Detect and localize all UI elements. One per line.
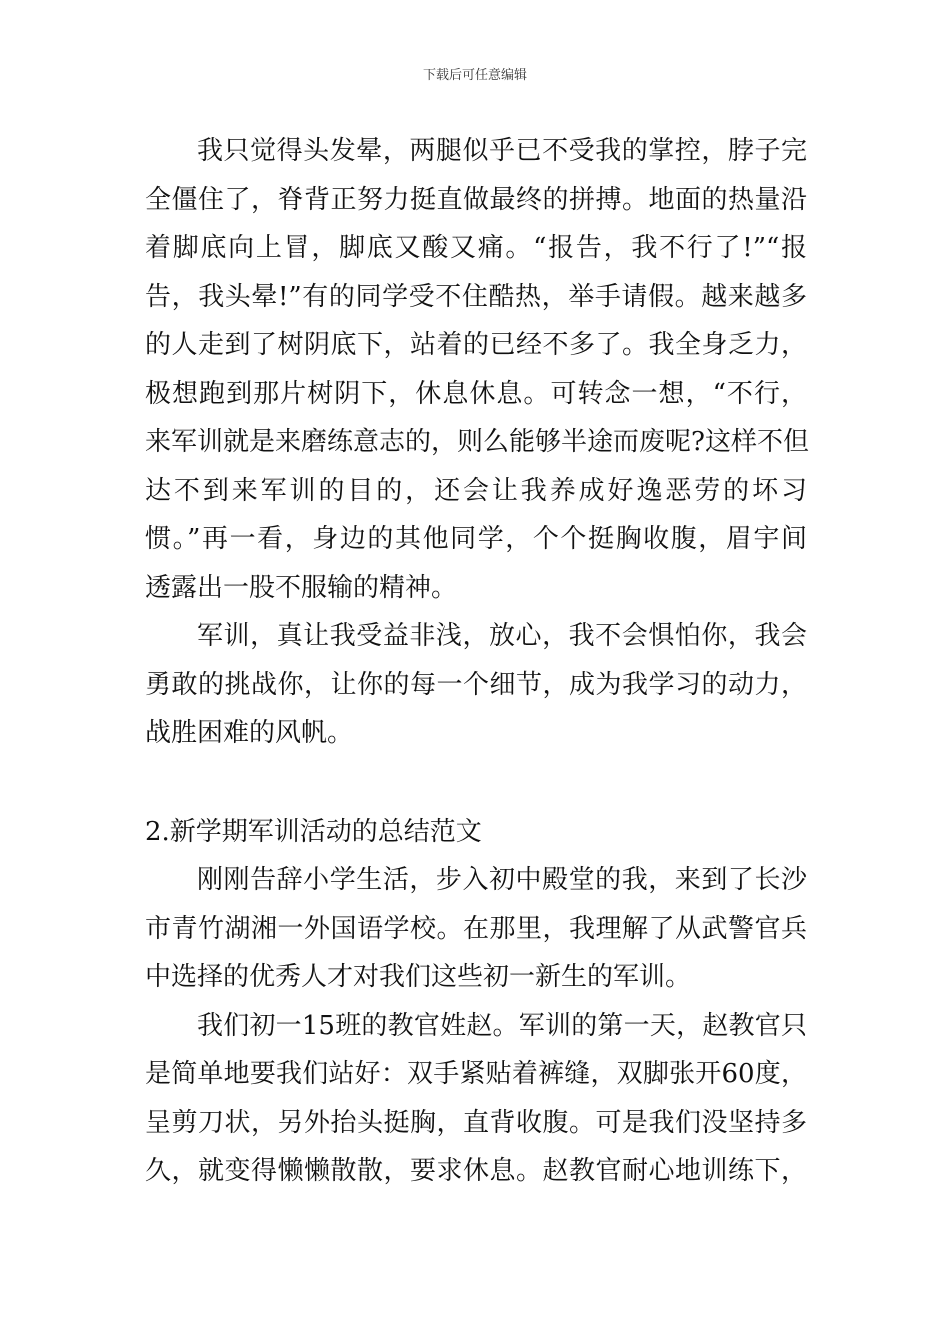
text-line: 全僵住了，脊背正努力挺直做最终的拼搏。地面的热量沿 [145, 184, 807, 215]
text-line: 勇敢的挑战你，让你的每一个细节，成为我学习的动力， [145, 669, 807, 700]
paragraph-3 [145, 856, 807, 1002]
section-gap [145, 758, 807, 808]
text-line: 久，就变得懒懒散散，要求休息。赵教官耐心地训练下， [145, 1156, 807, 1186]
text-line: 我只觉得头发晕，两腿似乎已不受我的掌控，脖子完 [197, 136, 807, 166]
text-line: 来军训就是来磨练意志的，则么能够半途而废呢?这样不但 [145, 427, 809, 457]
text-line: 的人走到了树阴底下，站着的已经不多了。我全身乏力， [145, 330, 807, 360]
page-header: 下载后可任意编辑 [422, 68, 527, 83]
paragraph-4 [145, 1002, 807, 1196]
text-line: 中选择的优秀人才对我们这些初一新生的军训。 [145, 962, 692, 992]
text-line: 极想跑到那片树阴下，休息休息。可转念一想，“不行， [145, 378, 807, 409]
paragraph-1 [145, 127, 807, 612]
text-line: 刚刚告辞小学生活，步入初中殿堂的我，来到了长沙 [197, 865, 807, 895]
text-line: 告，我头晕!”有的同学受不住酷热，举手请假。越来越多 [145, 281, 807, 312]
text-line: 战胜困难的风帆。 [145, 718, 354, 748]
paragraph-2 [145, 612, 807, 758]
text-line: 是简单地要我们站好：双手紧贴着裤缝，双脚张开60度， [145, 1059, 807, 1089]
text-line: 达不到来军训的目的，还会让我养成好逸恶劳的坏习 [145, 475, 807, 506]
text-line: 惯。”再一看，身边的其他同学，个个挺胸收腹，眉宇间 [145, 524, 807, 554]
text-line: 市青竹湖湘一外国语学校。在那里，我理解了从武警官兵 [145, 913, 807, 944]
text-line: 着脚底向上冒，脚底又酸又痛。“报告，我不行了!”“报 [145, 233, 807, 263]
text-line: 呈剪刀状，另外抬头挺胸，直背收腹。可是我们没坚持多 [145, 1107, 807, 1138]
text-line: 军训，真让我受益非浅，放心，我不会惧怕你，我会 [197, 621, 807, 651]
text-line: 透露出一股不服输的精神。 [145, 572, 458, 603]
section-title: 2.新学期军训活动的总结范文 [145, 816, 482, 847]
text-line: 我们初一15班的教官姓赵。军训的第一天，赵教官只 [197, 1010, 807, 1041]
document-body [145, 127, 807, 1196]
